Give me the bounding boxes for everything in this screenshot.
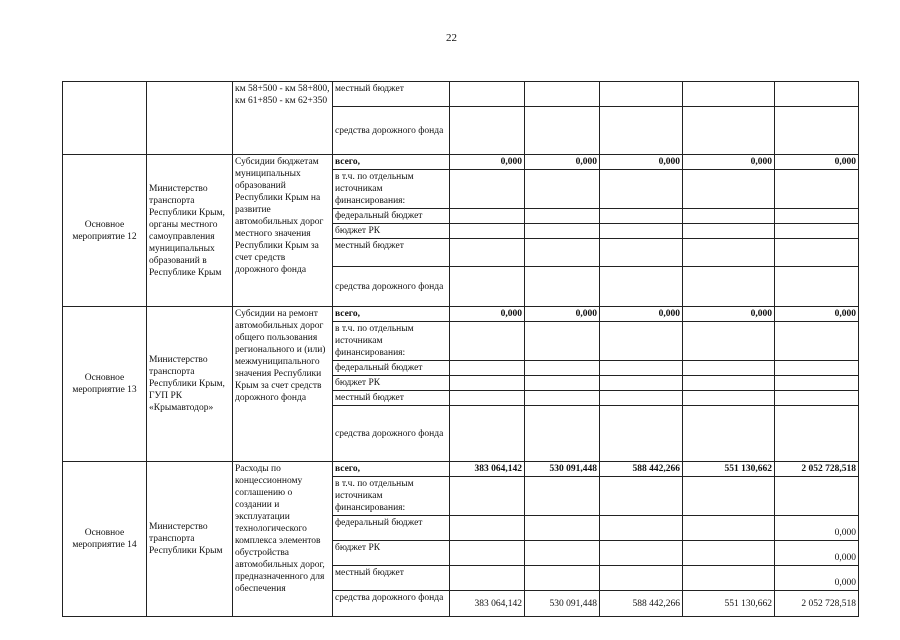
value-cell — [525, 516, 600, 541]
value-cell: 0,000 — [683, 307, 775, 322]
description-cell: Расходы по концессионному соглашению о создании и эксплуатации технологического комплекса элементов обустройства автомобильных дорог, предназначенного для обеспечения — [233, 462, 333, 617]
source-cell: всего, — [333, 155, 450, 170]
value-cell — [775, 170, 859, 209]
value-cell: 551 130,662 — [683, 591, 775, 617]
value-cell — [600, 82, 683, 107]
value-cell — [525, 209, 600, 224]
source-cell: бюджет РК — [333, 541, 450, 566]
value-cell — [775, 361, 859, 376]
org-cell — [147, 82, 233, 155]
value-cell — [775, 82, 859, 107]
measure-name: Основное мероприятие 14 — [63, 462, 147, 617]
value-cell: 0,000 — [775, 155, 859, 170]
table-row — [63, 307, 859, 322]
value-cell — [775, 239, 859, 267]
source-cell: федеральный бюджет — [333, 209, 450, 224]
value-cell — [775, 209, 859, 224]
value-cell — [450, 376, 525, 391]
value-cell — [525, 82, 600, 107]
source-cell: средства дорожного фонда — [333, 591, 450, 617]
value-cell — [525, 477, 600, 516]
value-cell — [683, 391, 775, 406]
value-cell — [450, 391, 525, 406]
value-cell — [450, 170, 525, 209]
value-cell — [775, 477, 859, 516]
value-cell — [450, 541, 525, 566]
value-cell — [683, 477, 775, 516]
source-cell: федеральный бюджет — [333, 516, 450, 541]
description-cell: Субсидии бюджетам муниципальных образований Республики Крым на развитие автомобильных дорог местного значения Республики Крым за счет средств дорожного фонда — [233, 155, 333, 307]
source-cell: бюджет РК — [333, 376, 450, 391]
value-cell — [683, 209, 775, 224]
value-cell: 0,000 — [525, 307, 600, 322]
source-cell: местный бюджет — [333, 391, 450, 406]
measure-name: Основное мероприятие 13 — [63, 307, 147, 462]
value-cell: 0,000 — [683, 155, 775, 170]
description-cell: Субсидии на ремонт автомобильных дорог общего пользования регионального и (или) межмуниципального значения Республики Крым за счет средств дорожного фонда — [233, 307, 333, 462]
value-cell: 0,000 — [775, 516, 859, 541]
value-cell — [525, 406, 600, 462]
value-cell — [450, 516, 525, 541]
value-cell — [450, 209, 525, 224]
value-cell: 530 091,448 — [525, 591, 600, 617]
org-cell: Министерство транспорта Республики Крым, органы местного самоуправления муниципальных образований в Республике Крым — [147, 155, 233, 307]
value-cell — [600, 209, 683, 224]
value-cell — [450, 107, 525, 155]
source-cell: средства дорожного фонда — [333, 267, 450, 307]
value-cell — [683, 82, 775, 107]
table-row — [63, 462, 859, 477]
source-cell: средства дорожного фонда — [333, 406, 450, 462]
value-cell — [683, 224, 775, 239]
value-cell — [450, 322, 525, 361]
value-cell — [525, 391, 600, 406]
value-cell: 2 052 728,518 — [775, 591, 859, 617]
source-cell: федеральный бюджет — [333, 361, 450, 376]
value-cell — [525, 566, 600, 591]
value-cell — [450, 267, 525, 307]
value-cell — [683, 170, 775, 209]
value-cell — [600, 477, 683, 516]
value-cell — [450, 406, 525, 462]
value-cell — [600, 361, 683, 376]
value-cell — [450, 477, 525, 516]
value-cell — [775, 107, 859, 155]
table-row — [63, 155, 859, 170]
value-cell — [600, 406, 683, 462]
budget-table — [62, 81, 859, 617]
value-cell: 2 052 728,518 — [775, 462, 859, 477]
source-cell: средства дорожного фонда — [333, 107, 450, 155]
org-cell: Министерство транспорта Республики Крым — [147, 462, 233, 617]
value-cell — [525, 376, 600, 391]
value-cell — [600, 107, 683, 155]
value-cell: 551 130,662 — [683, 462, 775, 477]
value-cell — [525, 170, 600, 209]
source-cell: местный бюджет — [333, 566, 450, 591]
value-cell — [525, 107, 600, 155]
value-cell — [600, 541, 683, 566]
value-cell — [775, 391, 859, 406]
value-cell — [600, 239, 683, 267]
value-cell — [683, 376, 775, 391]
value-cell — [450, 82, 525, 107]
source-cell: бюджет РК — [333, 224, 450, 239]
value-cell — [525, 361, 600, 376]
source-cell: местный бюджет — [333, 239, 450, 267]
value-cell: 0,000 — [600, 155, 683, 170]
source-cell: в т.ч. по отдельным источникам финансирования: — [333, 477, 450, 516]
measure-cell — [63, 82, 147, 155]
value-cell — [600, 267, 683, 307]
value-cell — [525, 322, 600, 361]
source-cell: местный бюджет — [333, 82, 450, 107]
source-cell: в т.ч. по отдельным источникам финансирования: — [333, 322, 450, 361]
value-cell: 530 091,448 — [525, 462, 600, 477]
value-cell: 0,000 — [775, 541, 859, 566]
value-cell — [600, 322, 683, 361]
value-cell — [775, 224, 859, 239]
value-cell — [775, 406, 859, 462]
value-cell — [600, 376, 683, 391]
value-cell — [683, 322, 775, 361]
description-cell: км 58+500 - км 58+800, км 61+850 - км 62+350 — [233, 82, 333, 155]
value-cell — [525, 541, 600, 566]
value-cell: 0,000 — [450, 307, 525, 322]
value-cell: 0,000 — [600, 307, 683, 322]
value-cell: 0,000 — [525, 155, 600, 170]
source-cell: в т.ч. по отдельным источникам финансирования: — [333, 170, 450, 209]
page-number: 22 — [446, 32, 457, 44]
table-row — [63, 82, 859, 107]
measure-name: Основное мероприятие 12 — [63, 155, 147, 307]
value-cell — [683, 361, 775, 376]
org-cell: Министерство транспорта Республики Крым, ГУП РК «Крымавтодор» — [147, 307, 233, 462]
value-cell — [683, 267, 775, 307]
value-cell — [450, 224, 525, 239]
value-cell — [600, 391, 683, 406]
value-cell — [775, 322, 859, 361]
value-cell — [600, 516, 683, 541]
value-cell: 383 064,142 — [450, 591, 525, 617]
source-cell: всего, — [333, 462, 450, 477]
value-cell — [450, 239, 525, 267]
value-cell — [600, 170, 683, 209]
value-cell — [683, 107, 775, 155]
value-cell — [683, 566, 775, 591]
value-cell: 588 442,266 — [600, 591, 683, 617]
value-cell — [683, 516, 775, 541]
value-cell — [683, 406, 775, 462]
value-cell — [600, 224, 683, 239]
value-cell — [775, 376, 859, 391]
value-cell: 0,000 — [775, 566, 859, 591]
value-cell: 588 442,266 — [600, 462, 683, 477]
value-cell — [525, 224, 600, 239]
value-cell — [525, 267, 600, 307]
value-cell: 0,000 — [775, 307, 859, 322]
source-cell: всего, — [333, 307, 450, 322]
value-cell: 383 064,142 — [450, 462, 525, 477]
value-cell — [775, 267, 859, 307]
value-cell — [600, 566, 683, 591]
value-cell — [683, 239, 775, 267]
value-cell — [683, 541, 775, 566]
value-cell — [525, 239, 600, 267]
value-cell — [450, 361, 525, 376]
value-cell — [450, 566, 525, 591]
value-cell: 0,000 — [450, 155, 525, 170]
